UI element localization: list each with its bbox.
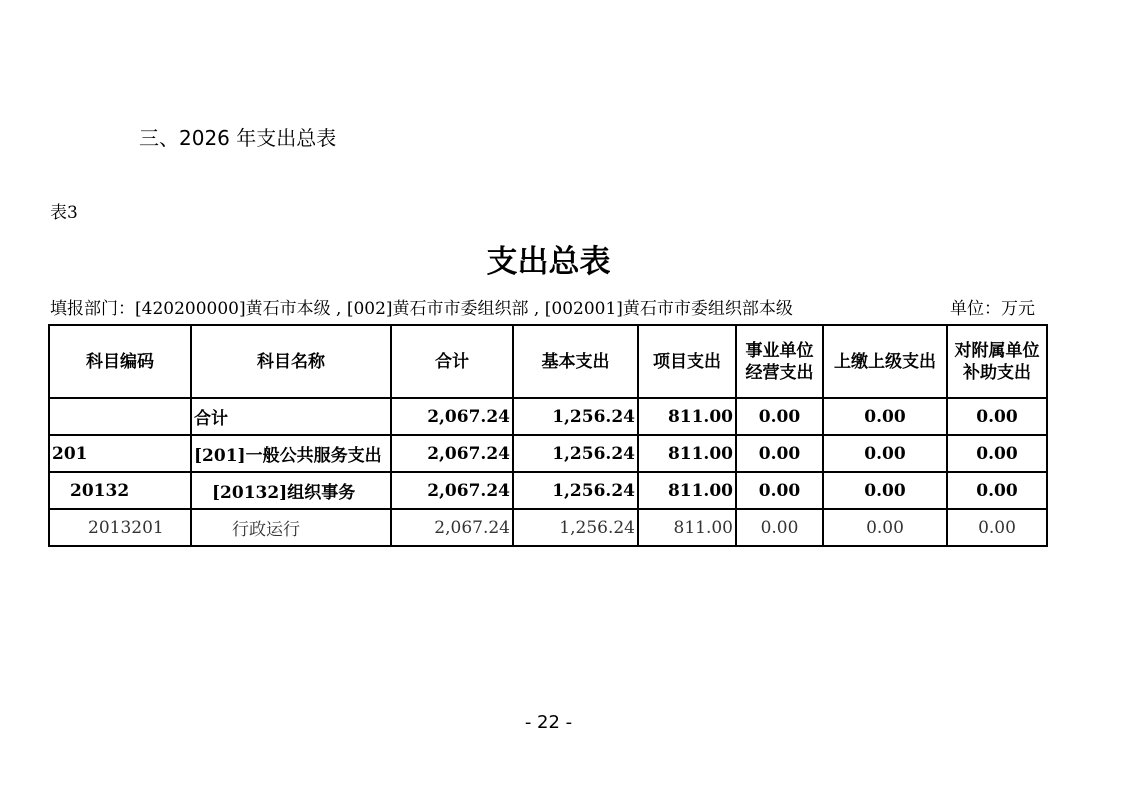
header-subsidy: 对附属单位补助支出 [947, 325, 1047, 398]
cell-code [49, 398, 191, 435]
cell-subsidy: 0.00 [947, 472, 1047, 509]
cell-total: 2,067.24 [391, 435, 513, 472]
unit-label: 单位：万元 [950, 299, 1035, 319]
section-heading: 三、2026 年支出总表 [139, 126, 337, 150]
cell-name: 行政运行 [191, 509, 391, 546]
header-total: 合计 [391, 325, 513, 398]
cell-subsidy: 0.00 [947, 398, 1047, 435]
cell-remit: 0.00 [823, 398, 947, 435]
cell-basic: 1,256.24 [513, 435, 638, 472]
cell-total: 2,067.24 [391, 472, 513, 509]
expenditure-table [48, 324, 1048, 547]
page-number: - 22 - [524, 712, 573, 733]
cell-total: 2,067.24 [391, 509, 513, 546]
cell-project: 811.00 [638, 398, 736, 435]
cell-total: 2,067.24 [391, 398, 513, 435]
table-row [49, 472, 1047, 509]
cell-business: 0.00 [736, 472, 823, 509]
cell-remit: 0.00 [823, 435, 947, 472]
cell-name: [201]一般公共服务支出 [191, 435, 391, 472]
header-remit: 上缴上级支出 [823, 325, 947, 398]
reporting-department: 填报部门：[420200000]黄石市本级 , [002]黄石市市委组织部 , [002001]黄石市市委组织部本级 [50, 299, 793, 319]
cell-business: 0.00 [736, 509, 823, 546]
cell-project: 811.00 [638, 509, 736, 546]
table-row [49, 398, 1047, 435]
cell-subsidy: 0.00 [947, 509, 1047, 546]
cell-name: [20132]组织事务 [191, 472, 391, 509]
table-row [49, 509, 1047, 546]
cell-code: 201 [49, 435, 191, 472]
cell-basic: 1,256.24 [513, 472, 638, 509]
table-row [49, 435, 1047, 472]
header-code: 科目编码 [49, 325, 191, 398]
table-header-row [49, 325, 1047, 398]
cell-code: 2013201 [49, 509, 191, 546]
cell-code: 20132 [49, 472, 191, 509]
table-title: 支出总表 [486, 244, 611, 280]
header-basic: 基本支出 [513, 325, 638, 398]
table-number: 表3 [50, 203, 78, 223]
cell-remit: 0.00 [823, 472, 947, 509]
header-project: 项目支出 [638, 325, 736, 398]
header-name: 科目名称 [191, 325, 391, 398]
cell-business: 0.00 [736, 435, 823, 472]
cell-subsidy: 0.00 [947, 435, 1047, 472]
cell-basic: 1,256.24 [513, 509, 638, 546]
cell-business: 0.00 [736, 398, 823, 435]
cell-name: 合计 [191, 398, 391, 435]
cell-project: 811.00 [638, 435, 736, 472]
cell-remit: 0.00 [823, 509, 947, 546]
cell-project: 811.00 [638, 472, 736, 509]
cell-basic: 1,256.24 [513, 398, 638, 435]
header-business: 事业单位经营支出 [736, 325, 823, 398]
